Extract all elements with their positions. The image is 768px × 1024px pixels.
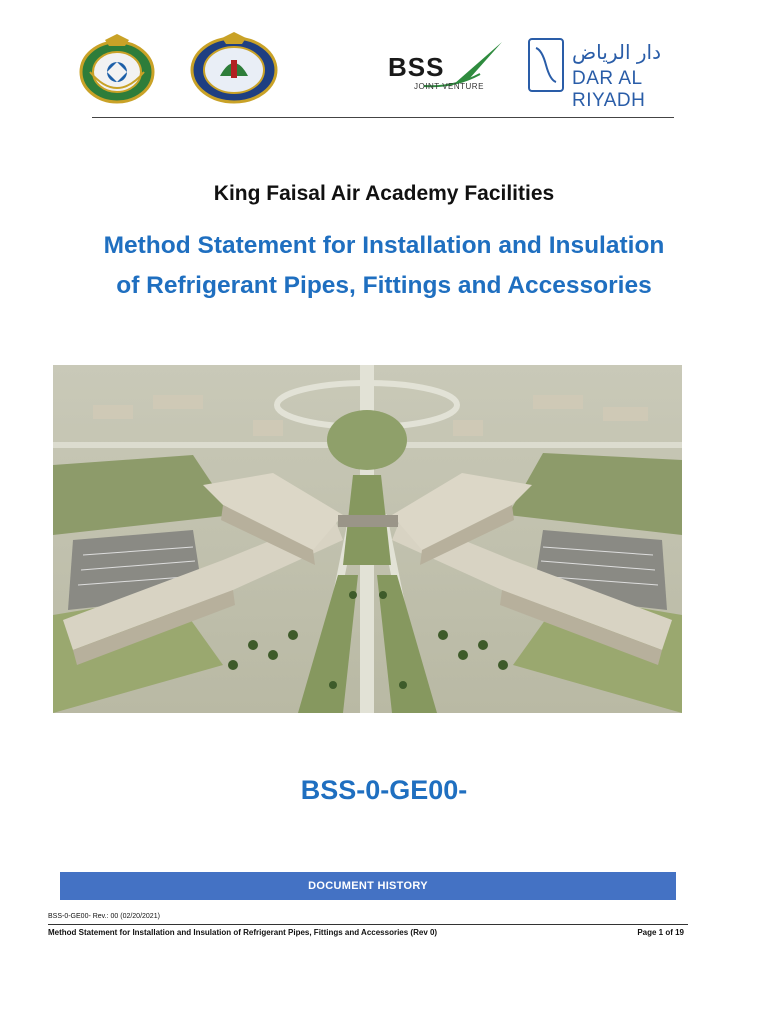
bss-logo-text: BSS (388, 52, 445, 82)
academy-emblem (190, 30, 278, 104)
header-divider (92, 117, 674, 118)
header-logos (0, 28, 768, 111)
campus-aerial-render (53, 365, 682, 713)
dar-logo-arabic: دار الرياض (572, 40, 662, 64)
air-force-emblem (78, 32, 156, 104)
dar-logo-latin: DAR AL RIYADH (572, 68, 646, 111)
footer-page-number: Page 1 of 19 (637, 928, 684, 937)
document-history-banner: DOCUMENT HISTORY (60, 872, 676, 900)
project-name: King Faisal Air Academy Facilities (213, 182, 555, 205)
bss-logo (384, 38, 504, 98)
title-line-1: Method Statement for Installation and Insulation (103, 232, 665, 259)
document-code: BSS-0-GE00- (300, 775, 468, 805)
dar-al-riyadh-logo (528, 38, 678, 111)
title-line-2: of Refrigerant Pipes, Fittings and Accessories (116, 272, 652, 299)
footer-revision-ref: BSS-0-GE00- Rev.: 00 (02/20/2021) (48, 913, 160, 920)
footer-divider (48, 924, 688, 925)
dar-logo-mark (528, 38, 564, 92)
document-title (40, 226, 728, 306)
bss-logo-subtext: JOINT VENTURE (414, 82, 484, 91)
footer-document-title: Method Statement for Installation and Insulation of Refrigerant Pipes, Fittings and Accessories (Rev 0) (48, 928, 438, 937)
